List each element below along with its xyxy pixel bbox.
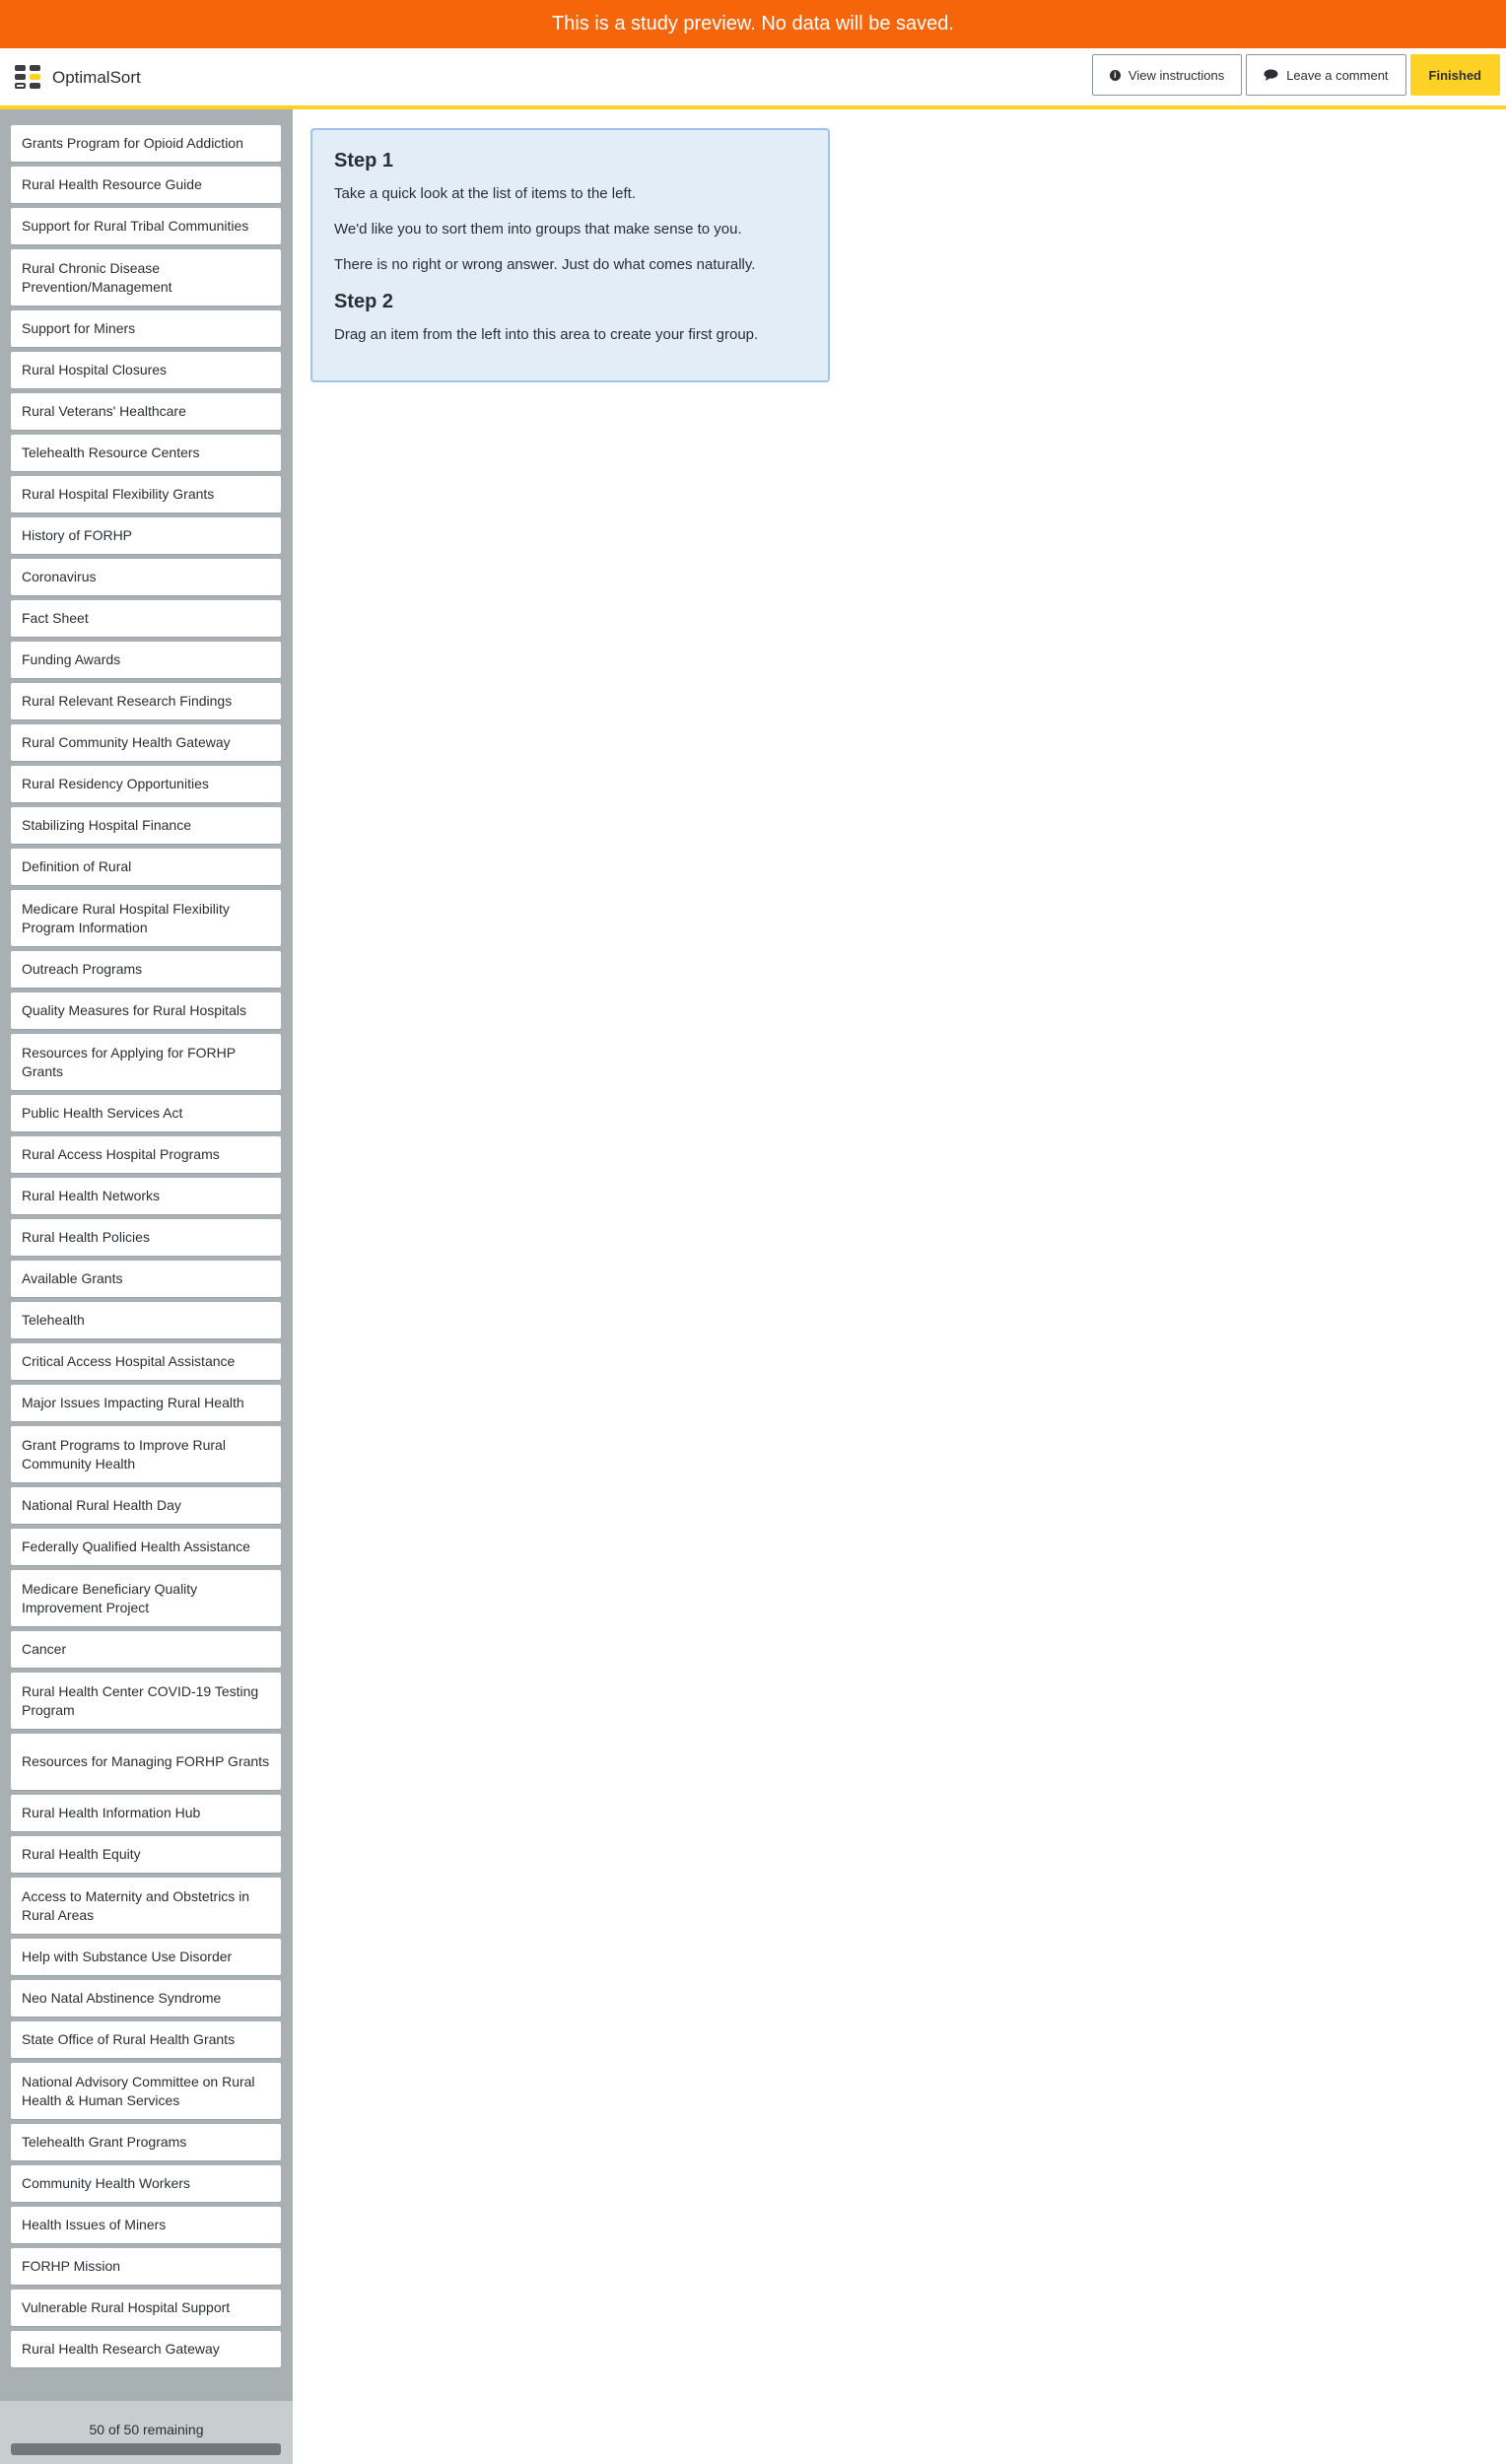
view-instructions-label: View instructions (1128, 67, 1225, 83)
card-item[interactable]: Rural Access Hospital Programs (11, 1136, 281, 1173)
card-item[interactable]: Grants Program for Opioid Addiction (11, 125, 281, 162)
card-item[interactable]: Medicare Beneficiary Quality Improvement Project (11, 1570, 281, 1626)
step1-line2: We'd like you to sort them into groups that make sense to you. (334, 221, 742, 238)
card-item[interactable]: Vulnerable Rural Hospital Support (11, 2290, 281, 2326)
leave-comment-label: Leave a comment (1286, 67, 1389, 83)
remaining-progress-fill (11, 2443, 281, 2455)
card-item[interactable]: Telehealth Grant Programs (11, 2124, 281, 2160)
step2-line1: Drag an item from the left into this area to create your first group. (334, 326, 759, 343)
preview-banner (0, 0, 1506, 48)
card-item[interactable]: Available Grants (11, 1261, 281, 1297)
leave-comment-button[interactable] (1246, 54, 1405, 96)
card-item[interactable]: Rural Community Health Gateway (11, 724, 281, 761)
card-item[interactable]: Definition of Rural (11, 849, 281, 885)
card-item[interactable]: Rural Health Policies (11, 1219, 281, 1256)
card-item[interactable]: Rural Health Information Hub (11, 1795, 281, 1831)
card-item[interactable]: Resources for Managing FORHP Grants (11, 1734, 281, 1790)
card-item[interactable]: Grant Programs to Improve Rural Community Health (11, 1426, 281, 1482)
card-item[interactable]: Critical Access Hospital Assistance (11, 1343, 281, 1380)
card-item[interactable]: Community Health Workers (11, 2165, 281, 2202)
card-item[interactable]: Neo Natal Abstinence Syndrome (11, 1980, 281, 2017)
card-item[interactable]: National Advisory Committee on Rural Health & Human Services (11, 2063, 281, 2119)
card-item[interactable]: Resources for Applying for FORHP Grants (11, 1034, 281, 1090)
step1-line3: There is no right or wrong answer. Just do what comes naturally. (334, 256, 756, 273)
remaining-progress-bar (11, 2443, 281, 2455)
finished-label: Finished (1428, 67, 1481, 83)
finished-button[interactable] (1410, 54, 1500, 96)
card-item[interactable]: State Office of Rural Health Grants (11, 2021, 281, 2058)
view-instructions-button[interactable] (1092, 54, 1242, 96)
card-item[interactable]: Access to Maternity and Obstetrics in Rural Areas (11, 1878, 281, 1934)
card-item[interactable]: Major Issues Impacting Rural Health (11, 1385, 281, 1421)
card-item[interactable]: Rural Hospital Flexibility Grants (11, 476, 281, 513)
card-item[interactable]: Coronavirus (11, 559, 281, 595)
card-item[interactable]: Rural Health Center COVID-19 Testing Program (11, 1673, 281, 1729)
card-list (0, 109, 293, 2401)
card-item[interactable]: Quality Measures for Rural Hospitals (11, 992, 281, 1029)
remaining-count: 50 of 50 remaining (89, 2422, 204, 2437)
card-item[interactable]: Rural Health Resource Guide (11, 167, 281, 203)
card-item[interactable]: Medicare Rural Hospital Flexibility Program Information (11, 890, 281, 946)
card-list-footer (0, 2401, 293, 2464)
card-item[interactable]: Rural Veterans' Healthcare (11, 393, 281, 430)
card-item[interactable]: Telehealth (11, 1302, 281, 1338)
card-item[interactable]: Health Issues of Miners (11, 2207, 281, 2243)
speech-bubble-icon (1264, 69, 1278, 81)
app-header (0, 48, 1506, 107)
card-item[interactable]: Rural Health Networks (11, 1178, 281, 1214)
card-item[interactable]: Rural Hospital Closures (11, 352, 281, 388)
step2-title: Step 2 (334, 291, 394, 312)
card-item[interactable]: Funding Awards (11, 642, 281, 678)
card-item[interactable]: Rural Health Equity (11, 1836, 281, 1873)
instructions-panel (310, 128, 830, 382)
step1-title: Step 1 (334, 150, 394, 171)
logo (14, 63, 141, 93)
app-name: OptimalSort (52, 68, 141, 87)
optimalsort-logo-icon (14, 63, 43, 93)
card-item[interactable]: Outreach Programs (11, 951, 281, 988)
card-item[interactable]: Fact Sheet (11, 600, 281, 637)
header-actions (1092, 54, 1500, 96)
preview-banner-text: This is a study preview. No data will be saved. (552, 13, 954, 34)
card-item[interactable]: FORHP Mission (11, 2248, 281, 2285)
card-item[interactable]: Stabilizing Hospital Finance (11, 807, 281, 844)
card-item[interactable]: Public Health Services Act (11, 1095, 281, 1131)
card-item[interactable]: Telehealth Resource Centers (11, 435, 281, 471)
info-circle-icon: i (1110, 70, 1121, 81)
card-item[interactable]: Support for Miners (11, 310, 281, 347)
card-item[interactable]: Support for Rural Tribal Communities (11, 208, 281, 244)
card-item[interactable]: History of FORHP (11, 517, 281, 554)
card-item[interactable]: Help with Substance Use Disorder (11, 1939, 281, 1975)
card-item[interactable]: Rural Health Research Gateway (11, 2331, 281, 2367)
card-item[interactable]: National Rural Health Day (11, 1487, 281, 1524)
card-item[interactable]: Rural Residency Opportunities (11, 766, 281, 802)
step1-line1: Take a quick look at the list of items to the left. (334, 185, 636, 202)
card-item[interactable]: Rural Chronic Disease Prevention/Management (11, 249, 281, 306)
card-item[interactable]: Cancer (11, 1631, 281, 1668)
card-item[interactable]: Federally Qualified Health Assistance (11, 1529, 281, 1565)
card-item[interactable]: Rural Relevant Research Findings (11, 683, 281, 719)
